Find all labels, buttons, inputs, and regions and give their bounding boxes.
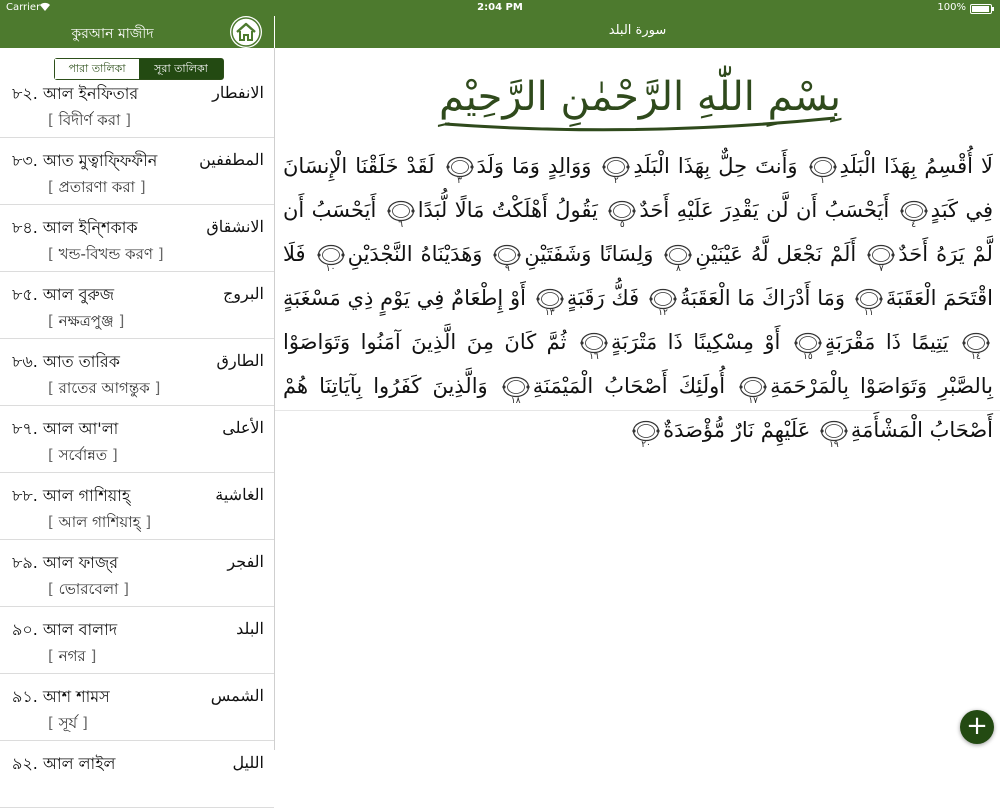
ayah-number: ١٥ bbox=[802, 352, 813, 362]
surah-arabic-name: الشمس bbox=[210, 686, 264, 705]
verse-text: فَلَا اقْتَحَمَ الْعَقَبَةَ bbox=[283, 242, 994, 310]
home-button[interactable] bbox=[230, 16, 262, 48]
surah-meaning: [ বিদীর্ণ করা ] bbox=[48, 111, 131, 129]
verse-text: أُولَئِكَ أَصْحَابُ الْمَيْمَنَةِ bbox=[532, 374, 726, 398]
ayah-number-marker bbox=[632, 420, 660, 450]
battery-icon bbox=[970, 4, 992, 14]
ayah-number-marker bbox=[580, 332, 608, 362]
surah-row[interactable] bbox=[0, 406, 274, 473]
ayah-number-marker bbox=[794, 332, 822, 362]
ayah-number-marker bbox=[867, 244, 895, 274]
surah-meaning-text: প্রতারণা করা bbox=[58, 178, 135, 196]
ayah-number-marker bbox=[446, 156, 474, 186]
surah-content bbox=[275, 48, 1000, 750]
surah-arabic-name: الانفطار bbox=[212, 83, 264, 102]
surah-arabic-name: الطارق bbox=[216, 351, 264, 370]
surah-name: ৯০. আল বালাদ bbox=[12, 620, 118, 639]
verse-text: أَوْ إِطْعَامٌ فِي يَوْمٍ ذِي مَسْغَبَةٍ bbox=[283, 286, 526, 310]
basmala-text: بِسْمِ اللّٰهِ الرَّحْمٰنِ الرَّحِيْمِ bbox=[438, 74, 842, 120]
verse-text: أَيَحْسَبُ أَن لَّمْ يَرَهُ أَحَدٌ bbox=[283, 198, 993, 266]
surah-arabic-name: الغاشية bbox=[215, 485, 264, 504]
surah-arabic-name: الليل bbox=[232, 753, 264, 772]
ayah-number: ١١ bbox=[864, 308, 874, 318]
verse-text: وَلِسَانًا وَشَفَتَيْنِ bbox=[524, 242, 654, 266]
surah-arabic-name: البروج bbox=[222, 284, 264, 303]
surah-row[interactable] bbox=[0, 80, 274, 138]
ayah-number: ١٦ bbox=[589, 352, 599, 362]
content-divider bbox=[275, 410, 1000, 411]
ayah-number-marker bbox=[602, 156, 630, 186]
ayah-number-marker bbox=[536, 288, 564, 318]
ayah-number: ٦ bbox=[398, 220, 404, 230]
surah-arabic-name: الأعلى bbox=[222, 418, 264, 437]
verses-text bbox=[283, 144, 993, 452]
ayah-number: ٢٠ bbox=[641, 440, 651, 450]
verse-text: يَقُولُ أَهْلَكْتُ مَالًا لُّبَدًا bbox=[417, 198, 598, 222]
ayah-number: ٧ bbox=[878, 264, 884, 274]
surah-name: ৮৭. আল আ'লা bbox=[12, 419, 119, 438]
surah-row[interactable] bbox=[0, 138, 274, 205]
surah-row[interactable] bbox=[0, 473, 274, 540]
surah-arabic-name: الفجر bbox=[227, 552, 264, 571]
verse-text: وَمَا أَدْرَاكَ مَا الْعَقَبَةُ bbox=[680, 286, 846, 310]
surah-meaning: [ প্রতারণা করা ] bbox=[48, 178, 146, 196]
verse-text: لَا أُقْسِمُ بِهَذَا الْبَلَدِ bbox=[839, 154, 993, 178]
surah-name: ৮৫. আল বুরুজ bbox=[12, 285, 115, 304]
ayah-number: ٩ bbox=[505, 264, 510, 274]
ayah-number: ١٤ bbox=[971, 352, 981, 362]
surah-list bbox=[0, 80, 274, 808]
clock: 2:04 PM bbox=[477, 2, 523, 13]
ayah-number: ١ bbox=[820, 176, 825, 186]
surah-meaning: [ আল গাশিয়াহ্ ] bbox=[48, 513, 152, 531]
surah-list-pane bbox=[0, 48, 275, 773]
surah-arabic-name: المطففين bbox=[199, 150, 264, 169]
right-nav-bar bbox=[275, 16, 1000, 48]
surah-meaning-text: সূর্য bbox=[58, 714, 78, 732]
battery-percent: 100% bbox=[937, 2, 966, 13]
surah-meaning-text: সর্বোন্নত bbox=[58, 446, 108, 464]
ayah-number-marker bbox=[855, 288, 883, 318]
surah-meaning-text: আল গাশিয়াহ্ bbox=[58, 513, 141, 531]
home-icon bbox=[230, 16, 262, 48]
surah-name: ৯১. আশ শামস bbox=[12, 687, 110, 706]
surah-row[interactable] bbox=[0, 205, 274, 272]
basmala-calligraphy bbox=[435, 66, 845, 136]
status-bar bbox=[0, 0, 1000, 16]
surah-name: ৮৪. আল ইন্শিকাক bbox=[12, 218, 138, 237]
verse-text: أَلَمْ نَجْعَل لَّهُ عَيْنَيْنِ bbox=[695, 242, 857, 266]
surah-meaning: [ নক্ষত্রপুঞ্জ ] bbox=[48, 312, 125, 330]
verse-text: وَهَدَيْنَاهُ النَّجْدَيْنِ bbox=[347, 242, 483, 266]
surah-meaning: [ খন্ড-বিখন্ড করণ ] bbox=[48, 245, 164, 263]
ayah-number-marker bbox=[664, 244, 692, 274]
verse-text: ثُمَّ كَانَ مِنَ الَّذِينَ آمَنُوا وَتَوَاصَوْا بِالصَّبْرِ وَتَوَاصَوْا بِالْمَرْحَمَةِ bbox=[283, 330, 993, 398]
ayah-number-marker bbox=[820, 420, 848, 450]
ayah-number-marker bbox=[900, 200, 928, 230]
ayah-number-marker bbox=[493, 244, 521, 274]
surah-row[interactable] bbox=[0, 540, 274, 607]
surah-name: ৮৯. আল ফাজ্‌র bbox=[12, 553, 119, 572]
add-button[interactable] bbox=[960, 710, 994, 744]
ayah-number: ١٣ bbox=[544, 308, 555, 318]
verse-text: وَأَنتَ حِلٌّ بِهَذَا الْبَلَدِ bbox=[633, 154, 798, 178]
surah-meaning-text: রাতের আগন্তুক bbox=[58, 379, 150, 397]
left-nav-bar bbox=[0, 16, 274, 48]
ayah-number: ١٠ bbox=[325, 264, 336, 274]
ayah-number: ٢ bbox=[613, 176, 619, 186]
ayah-number-marker bbox=[502, 376, 530, 406]
ayah-number-marker bbox=[317, 244, 345, 274]
surah-row[interactable] bbox=[0, 741, 274, 808]
surah-name: ৮৮. আল গাশিয়াহ্ bbox=[12, 486, 131, 505]
verse-text: عَلَيْهِمْ نَارٌ مُّؤْصَدَةٌ bbox=[663, 418, 811, 442]
surah-arabic-name: الانشقاق bbox=[206, 217, 264, 236]
surah-meaning: [ নগর ] bbox=[48, 647, 97, 665]
ayah-number-marker bbox=[962, 332, 990, 362]
surah-meaning: [ রাতের আগন্তুক ] bbox=[48, 379, 161, 397]
app-title: কুরআন মাজীদ bbox=[71, 26, 154, 42]
carrier-label: Carrier bbox=[6, 2, 41, 13]
plus-icon: + bbox=[966, 711, 988, 741]
ayah-number: ١٩ bbox=[829, 440, 839, 450]
ayah-number-marker bbox=[387, 200, 415, 230]
verse-text: فَكُّ رَقَبَةٍ bbox=[566, 286, 640, 310]
surah-meaning-text: নক্ষত্রপুঞ্জ bbox=[58, 312, 114, 330]
surah-meaning: [ ভোরবেলা ] bbox=[48, 580, 130, 598]
ayah-number: ١٧ bbox=[748, 396, 758, 406]
ayah-number: ١٨ bbox=[510, 396, 521, 406]
surah-meaning-text: বিদীর্ণ করা bbox=[58, 111, 121, 129]
ayah-number: ١٢ bbox=[658, 308, 668, 318]
ayah-number-marker bbox=[649, 288, 677, 318]
surah-name: ৯২. আল লাইল bbox=[12, 754, 116, 773]
para-list-tab[interactable]: পারা তালিকা bbox=[55, 59, 139, 79]
surah-row[interactable] bbox=[0, 607, 274, 674]
sura-list-tab[interactable]: সূরা তালিকা bbox=[139, 59, 223, 79]
ayah-number: ٨ bbox=[675, 264, 681, 274]
verse-text: وَوَالِدٍ وَمَا وَلَدَ bbox=[476, 154, 592, 178]
ayah-number-marker bbox=[739, 376, 767, 406]
ayah-number: ٥ bbox=[619, 220, 625, 230]
surah-row[interactable] bbox=[0, 272, 274, 339]
ayah-number-marker bbox=[809, 156, 837, 186]
surah-row[interactable] bbox=[0, 674, 274, 741]
verse-text: أَوْ مِسْكِينًا ذَا مَتْرَبَةٍ bbox=[610, 330, 781, 354]
verse-text: أَيَحْسَبُ أَن لَّن يَقْدِرَ عَلَيْهِ أَحَدٌ bbox=[639, 198, 890, 222]
surah-row[interactable] bbox=[0, 339, 274, 406]
surah-name: ৮৬. আত তারিক bbox=[12, 352, 120, 371]
surah-title: سورة البلد bbox=[608, 23, 667, 38]
ayah-number: ٤ bbox=[911, 220, 917, 230]
surah-name: ৮২. আল ইনফিতার bbox=[12, 84, 139, 103]
verse-text: لَقَدْ خَلَقْنَا الْإِنسَانَ فِي كَبَدٍ bbox=[283, 154, 993, 222]
surah-meaning-text: ভোরবেলা bbox=[58, 580, 119, 598]
verse-text: يَتِيمًا ذَا مَقْرَبَةٍ bbox=[824, 330, 949, 354]
list-type-segmented-control bbox=[54, 58, 224, 80]
surah-meaning: [ সূর্য ] bbox=[48, 714, 88, 732]
ayah-number: ٣ bbox=[457, 176, 462, 186]
surah-meaning: [ সর্বোন্নত ] bbox=[48, 446, 118, 464]
ayah-number-marker bbox=[608, 200, 636, 230]
surah-name: ৮৩. আত মুত্বাফ্ফিফীন bbox=[12, 151, 158, 170]
surah-meaning-text: খন্ড-বিখন্ড করণ bbox=[58, 245, 153, 263]
verse-text: وَالَّذِينَ كَفَرُوا بِآيَاتِنَا هُمْ أَصْحَابُ الْمَشْأَمَةِ bbox=[283, 374, 993, 442]
surah-meaning-text: নগর bbox=[58, 647, 86, 665]
surah-arabic-name: البلد bbox=[236, 619, 264, 638]
